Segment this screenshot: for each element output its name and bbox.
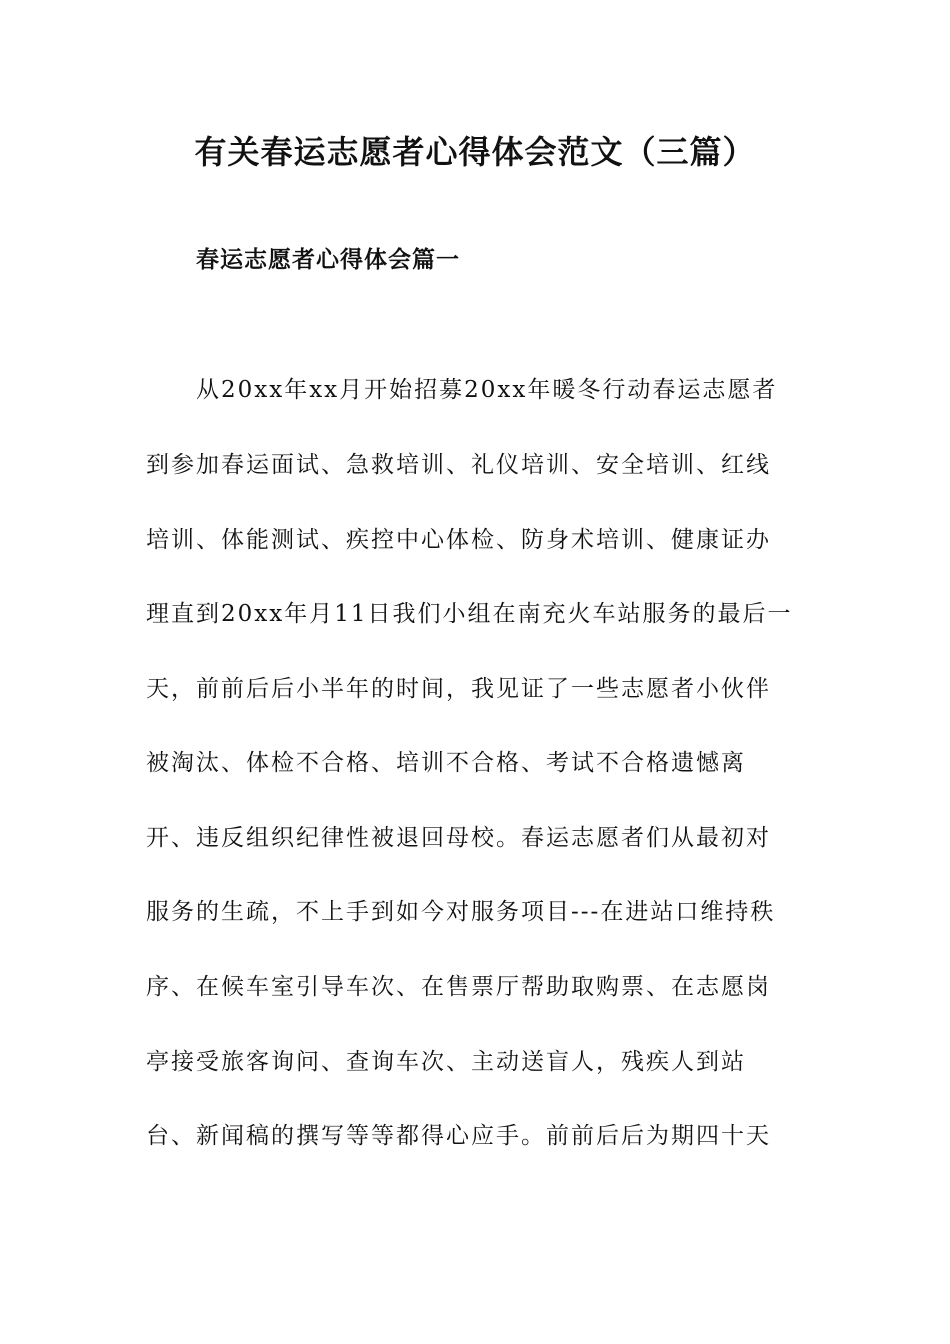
paragraph-line: 亭接受旅客询问、查询车次、主动送盲人，残疾人到站 — [146, 1049, 746, 1075]
section-heading: 春运志愿者心得体会篇一 — [196, 247, 460, 273]
paragraph-line: 服务的生疏，不上手到如今对服务项目---在进站口维持秩 — [146, 899, 776, 925]
paragraph-line: 序、在候车室引导车次、在售票厅帮助取购票、在志愿岗 — [146, 974, 771, 1000]
paragraph-line: 天，前前后后小半年的时间，我见证了一些志愿者小伙伴 — [146, 676, 771, 702]
paragraph-line: 从20xx年xx月开始招募20xx年暖冬行动春运志愿者 — [196, 377, 778, 403]
paragraph-line: 开、违反组织纪律性被退回母校。春运志愿者们从最初对 — [146, 825, 771, 851]
paragraph-line: 到参加春运面试、急救培训、礼仪培训、安全培训、红线 — [146, 452, 771, 478]
paragraph-line: 台、新闻稿的撰写等等都得心应手。前前后后为期四十天 — [146, 1123, 771, 1149]
document-title: 有关春运志愿者心得体会范文（三篇） — [194, 133, 756, 171]
paragraph-line: 理直到20xx年月11日我们小组在南充火车站服务的最后一 — [146, 601, 793, 627]
paragraph-line: 被淘汰、体检不合格、培训不合格、考试不合格遗憾离 — [146, 750, 746, 776]
paragraph-line: 培训、体能测试、疾控中心体检、防身术培训、健康证办 — [146, 527, 771, 553]
